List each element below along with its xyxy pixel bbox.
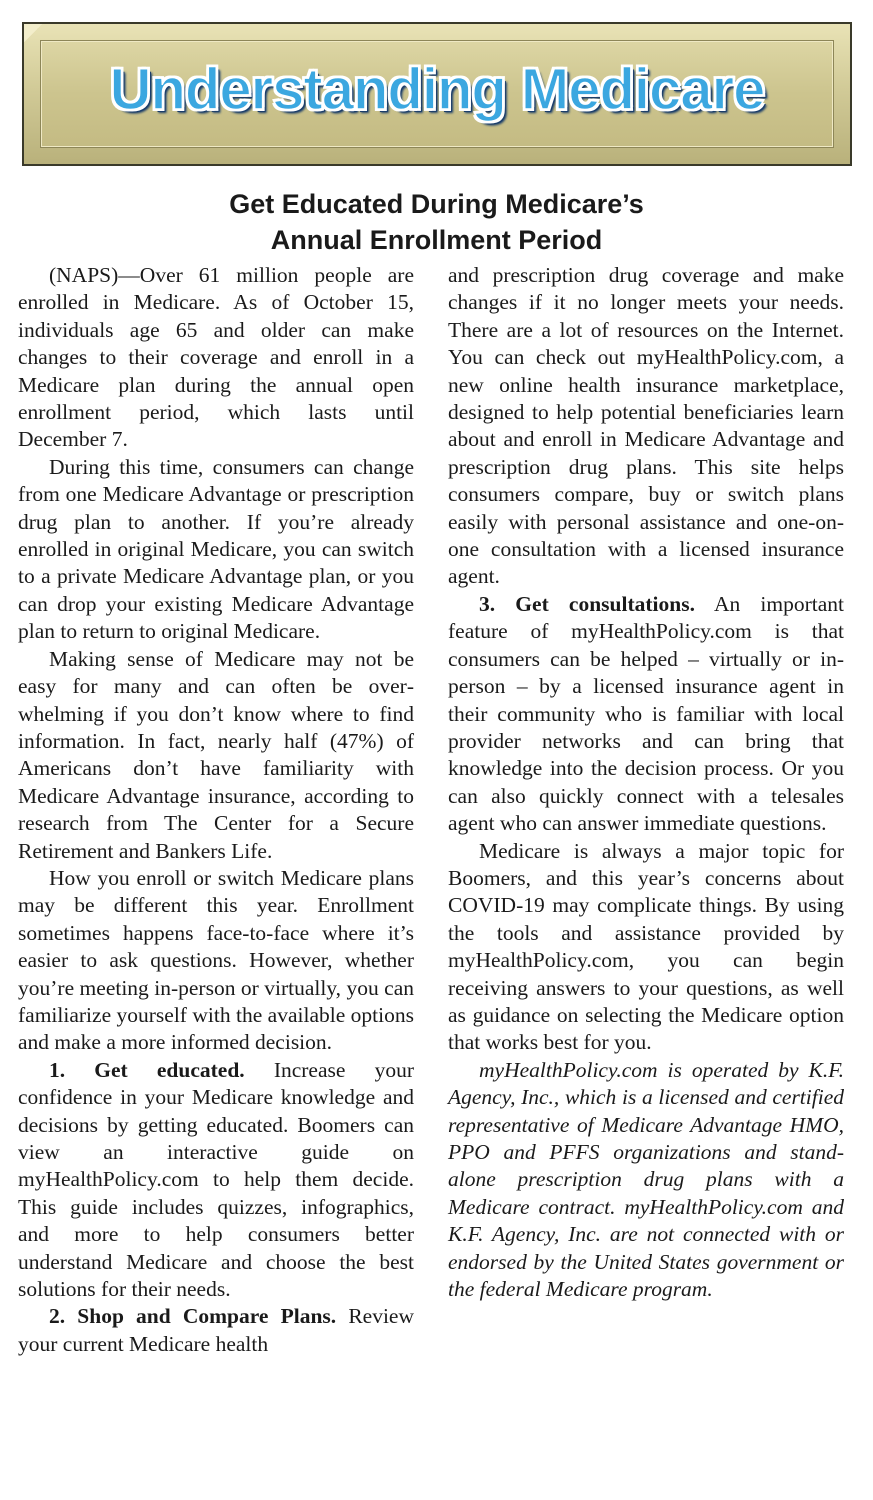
right-column — [448, 262, 844, 1303]
paragraph — [18, 262, 414, 454]
tip-heading: 3. Get consultations. — [479, 591, 695, 616]
banner-title: Understanding Medicare — [109, 57, 765, 122]
paragraph-text: Review your current Medicare health — [18, 1304, 414, 1356]
paragraph-text: Making sense of Medicare may not be easy for many and can often be overwhelming if you don’t know where to find information. In fact, nearly half (47%) of Americans don’t have familiarity with Medicare Advantage insurance, according to research from The Center for a Secure Retirement and Bankers Life. — [18, 646, 414, 863]
paragraph — [18, 454, 414, 646]
paragraph — [18, 1057, 414, 1304]
paragraph-text: (NAPS)—Over 61 million people are enrolled in Medicare. As of October 15, individuals age 65 and older can make changes to their coverage and enroll in a Medicare plan during the annual open enrollment period, which lasts until December 7. — [18, 263, 414, 452]
headline-line-2: Annual Enrollment Period — [270, 225, 603, 255]
paragraph — [448, 262, 844, 591]
left-column — [18, 262, 414, 1358]
article-headline — [0, 186, 873, 258]
paragraph-text: How you enroll or switch Medicare plans may be different this year. Enrollment sometimes happens face-to-face where it’s easier to ask questions. However, whether you’re meeting in-person or virtually, you can familiarize yourself with the available options and make a more informed decision. — [18, 865, 414, 1055]
paragraph-text: Medicare is always a major topic for Boomers, and this year’s concerns about COVID-19 may complicate things. By using the tools and assistance provided by myHealthPolicy.com, you can begin receiving answers to your questions, as well as guidance on selecting the Medicare option that works best for you. — [448, 838, 844, 1055]
tip-heading: 1. Get educated. — [49, 1057, 245, 1082]
paragraph-text: and prescription drug coverage and make changes if it no longer meets your needs. There are a lot of resources on the Internet. You can check out myHealthPolicy.com, a new online health insurance marketplace, designed to help potential beneficiaries learn about and enroll in Medicare Advantage and prescription drug plans. This site helps consumers compare, buy or switch plans easily with personal assistance and one-on-one consultation with a licensed insurance agent. — [448, 263, 844, 589]
paragraph-text: An important feature of myHealthPolicy.com is that consumers can be helped – virtually or in-person – by a licensed insurance agent in their community who is familiar with local provider networks and can bring that knowledge into the decision process. Or you can also quickly connect with a telesales agent who can answer immediate questions. — [448, 591, 844, 836]
disclaimer-text: myHealthPolicy.com is operated by K.F. Agency, Inc., which is a licensed and certified representative of Medicare Advantage HMO, PPO and PFFS organizations and stand-alone prescription drug plans with a Medicare contract. myHealthPolicy.com and K.F. Agency, Inc. are not connected with or endorsed by the United States government or the federal Medicare program. — [448, 1057, 844, 1302]
paragraph — [448, 838, 844, 1057]
paragraph-text: During this time, consumers can change from one Medicare Advantage or prescription drug plan to another. If you’re already enrolled in original Medicare, you can switch to a private Medicare Advantage plan, or you can drop your existing Medicare Advantage plan to return to original Medicare. — [18, 454, 414, 644]
banner — [22, 22, 852, 166]
paragraph — [18, 865, 414, 1057]
paragraph — [448, 591, 844, 838]
paragraph-text: Increase your confidence in your Medicare knowledge and decisions by getting educated. Boomers can view an interactive guide on myHealthPolicy.com to help them decide. This guide includes quizzes, infographics, and more to help consumers better understand Medicare and choose the best solutions for their needs. — [18, 1057, 414, 1302]
headline-line-1: Get Educated During Medicare’s — [229, 189, 644, 219]
tip-heading: 2. Shop and Compare Plans. — [49, 1304, 337, 1329]
paragraph — [18, 646, 414, 865]
paragraph — [18, 1303, 414, 1358]
disclaimer — [448, 1057, 844, 1304]
